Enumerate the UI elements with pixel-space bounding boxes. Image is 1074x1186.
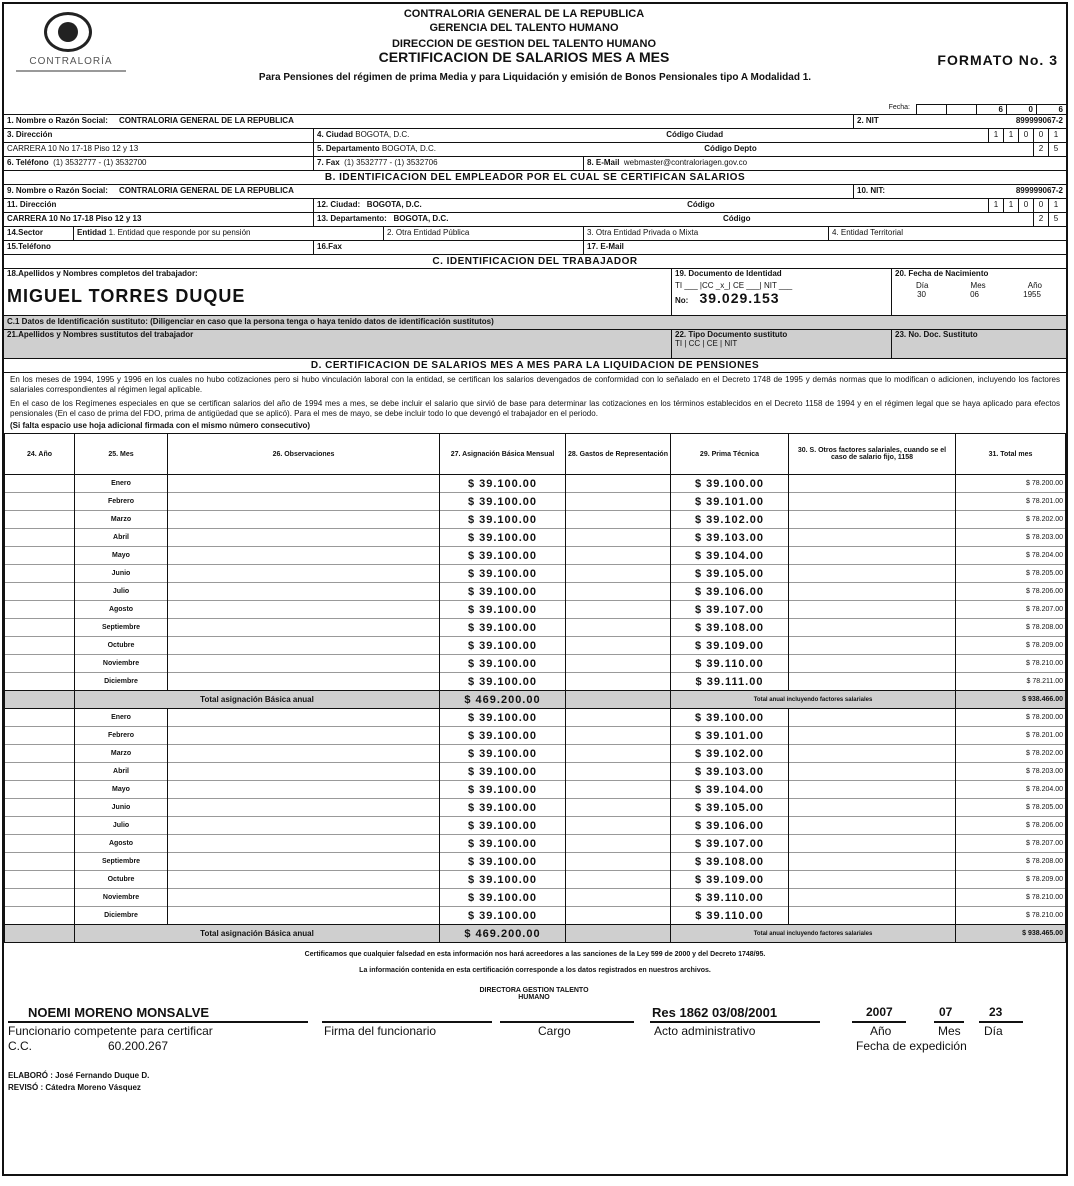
row-departamento: CARRERA 10 No 17-18 Piso 12 y 13 5. Departamento BOGOTA, D.C. Código Depto 2 5 — [4, 143, 1066, 157]
table-row: Abril $ 39.100.00 $ 39.103.00 $ 78.203.00 — [5, 763, 1066, 781]
fecha-dia: 23 — [989, 1005, 1003, 1019]
row-c1-title: C.1 Datos de Identificación sustituto: (Diligenciar en caso que la persona tenga o haya tenido datos de identificación sustitutos) — [4, 316, 1066, 330]
table-row: Agosto $ 39.100.00 $ 39.107.00 $ 78.207.00 — [5, 835, 1066, 853]
contraloria-logo: CONTRALORÍA — [12, 10, 130, 80]
row-b-depto: CARRERA 10 No 17-18 Piso 12 y 13 13. Departamento: BOGOTA, D.C. Código 2 5 — [4, 213, 1066, 227]
table-row: Febrero $ 39.100.00 $ 39.101.00 $ 78.201.00 — [5, 727, 1066, 745]
cargo-value: DIRECTORA GESTION TALENTO HUMANO — [479, 987, 589, 1001]
org-name: CONTRALORIA GENERAL DE LA REPUBLICA — [403, 8, 645, 20]
certificate-page — [2, 2, 1068, 1176]
section-b-title: B. IDENTIFICACION DEL EMPLEADOR POR EL CUAL SE CERTIFICAN SALARIOS — [4, 171, 1066, 185]
salary-table — [4, 433, 1066, 943]
form-title: CERTIFICACION DE SALARIOS MES A MES — [378, 49, 670, 65]
table-row: Agosto $ 39.100.00 $ 39.107.00 $ 78.207.00 — [5, 601, 1066, 619]
table-row: Diciembre $ 39.100.00 $ 39.110.00 $ 78.210.00 — [5, 907, 1066, 925]
table-row: Junio $ 39.100.00 $ 39.105.00 $ 78.205.00 — [5, 799, 1066, 817]
footer: Certificamos que cualquier falsedad en esta información nos hará acreedores a las sanciones de la Ley 599 de 2000 y del Decreto 1748/95. La información contenida en esta certificación corresponde a los datos registrados en nuestros archivos. DIRECTORA GESTION TALENTO HUMANO NOEMI MORENO MONSALVE Res 1862 03/08/2001 2007 07 23 Funcionario competente para certificar Firma del funcionario Cargo Acto administrativo Año Mes Día C.C. 60.200.267 Fecha de expedición ELABORÓ : José Fernando Duque D. REVISÓ : Cátedra Moreno Vásquez — [4, 947, 1066, 1107]
table-row: Noviembre $ 39.100.00 $ 39.110.00 $ 78.210.00 — [5, 889, 1066, 907]
row-razon-social: 1. Nombre o Razón Social: CONTRALORIA GENERAL DE LA REPUBLICA 2. NIT 899999067-2 — [4, 115, 1066, 129]
row-c-trabajador: 18.Apellidos y Nombres completos del trabajador: MIGUEL TORRES DUQUE 19. Documento de Identidad TI ___ |CC _x_| CE ___| NIT ___ No: 39.029.153 20. Fecha de Nacimiento Día Mes Año 30 06 1955 — [4, 269, 1066, 316]
worker-name: MIGUEL TORRES DUQUE — [7, 286, 246, 306]
row-b-ciudad: 11. Dirección 12. Ciudad: BOGOTA, D.C. Código 1 1 0 0 1 — [4, 199, 1066, 213]
table-row: Marzo $ 39.100.00 $ 39.102.00 $ 78.202.00 — [5, 511, 1066, 529]
table-row: Julio $ 39.100.00 $ 39.106.00 $ 78.206.00 — [5, 817, 1066, 835]
row-b-telefono: 15.Teléfono 16.Fax 17. E-Mail — [4, 241, 1066, 255]
table-row: Julio $ 39.100.00 $ 39.106.00 $ 78.206.00 — [5, 583, 1066, 601]
certification-text-1: Certificamos que cualquier falsedad en esta información nos hará acreedores a las sanciones de la Ley 599 de 2000 y del Decreto 1748/95. — [304, 951, 766, 958]
table-row: Abril $ 39.100.00 $ 39.103.00 $ 78.203.00 — [5, 529, 1066, 547]
table-row: Octubre $ 39.100.00 $ 39.109.00 $ 78.209.00 — [5, 637, 1066, 655]
gerencia: GERENCIA DEL TALENTO HUMANO — [429, 22, 619, 34]
table-row: Septiembre $ 39.100.00 $ 39.108.00 $ 78.208.00 — [5, 853, 1066, 871]
funcionario-name: NOEMI MORENO MONSALVE — [28, 1005, 210, 1020]
table-row: Octubre $ 39.100.00 $ 39.109.00 $ 78.209.00 — [5, 871, 1066, 889]
annual-total-row: Total asignación Básica anual $ 469.200.00 Total anual incluyendo factores salariales $ 938.466.00 — [5, 691, 1066, 709]
formato-number: FORMATO No. 3 — [937, 52, 1058, 68]
table-row: Mayo $ 39.100.00 $ 39.104.00 $ 78.204.00 — [5, 547, 1066, 565]
table-row: Mayo $ 39.100.00 $ 39.104.00 $ 78.204.00 — [5, 781, 1066, 799]
fecha-mes: 07 — [939, 1005, 953, 1019]
fecha-box: Fecha: 6 0 6 — [889, 104, 1066, 114]
annual-total-row: Total asignación Básica anual $ 469.200.00 Total anual incluyendo factores salariales $ 938.465.00 — [5, 925, 1066, 943]
table-row: Marzo $ 39.100.00 $ 39.102.00 $ 78.202.00 — [5, 745, 1066, 763]
table-header: 24. Año 25. Mes 26. Observaciones 27. Asignación Básica Mensual 28. Gastos de Representación 29. Prima Técnica 30. S. Otros factores salariales, cuando se el caso de salario fijo, 1158 31. Total mes — [5, 434, 1066, 475]
section-c-title: C. IDENTIFICACION DEL TRABAJADOR — [4, 255, 1066, 269]
direccion: DIRECCION DE GESTION DEL TALENTO HUMANO — [391, 38, 656, 50]
table-row: Septiembre $ 39.100.00 $ 39.108.00 $ 78.208.00 — [5, 619, 1066, 637]
acto-administrativo: Res 1862 03/08/2001 — [652, 1005, 778, 1020]
note: (Si falta espacio use hoja adicional firmada con el mismo número consecutivo) — [10, 421, 311, 430]
doc-number: 39.029.153 — [699, 290, 780, 306]
certification-text-2: La información contenida en esta certificación corresponde a los datos registrados en nuestros archivos. — [359, 967, 711, 974]
fecha-anio: 2007 — [866, 1005, 893, 1019]
table-row: Enero $ 39.100.00 $ 39.100.00 $ 78.200.00 — [5, 709, 1066, 727]
row-b-razon: 9. Nombre o Razón Social: CONTRALORIA GENERAL DE LA REPUBLICA 10. NIT: 899999067-2 — [4, 185, 1066, 199]
form-subtitle: Para Pensiones del régimen de prima Media y para Liquidación y emisión de Bonos Pensionales tipo A Modalidad 1. — [258, 72, 812, 83]
table-row: Diciembre $ 39.100.00 $ 39.111.00 $ 78.211.00 — [5, 673, 1066, 691]
table-row: Junio $ 39.100.00 $ 39.105.00 $ 78.205.00 — [5, 565, 1066, 583]
form-header — [4, 4, 1066, 115]
elaboro: ELABORÓ : José Fernando Duque D. — [8, 1071, 150, 1080]
reviso: REVISÓ : Cátedra Moreno Vásquez — [8, 1083, 141, 1092]
row-b-sector: 14.Sector Entidad 1. Entidad que responde por su pensión 2. Otra Entidad Pública 3. Otra Entidad Privada o Mixta 4. Entidad Territorial — [4, 227, 1066, 241]
section-d-title: D. CERTIFICACION DE SALARIOS MES A MES PARA LA LIQUIDACION DE PENSIONES — [4, 359, 1066, 373]
row-telefono: 6. Teléfono (1) 3532777 - (1) 3532700 7. Fax (1) 3532777 - (1) 3532706 8. E-Mail webmaster@contraloriagen.gov.co — [4, 157, 1066, 171]
table-row: Noviembre $ 39.100.00 $ 39.110.00 $ 78.210.00 — [5, 655, 1066, 673]
table-row: Febrero $ 39.100.00 $ 39.101.00 $ 78.201.00 — [5, 493, 1066, 511]
table-row: Enero $ 39.100.00 $ 39.100.00 $ 78.200.00 — [5, 475, 1066, 493]
row-ciudad: 3. Dirección 4. Ciudad BOGOTA, D.C. Código Ciudad 1 1 0 0 1 — [4, 129, 1066, 143]
paragraph-1: En los meses de 1994, 1995 y 1996 en los cuales no hubo cotizaciones pero si hubo vinculación laboral con la entidad, se certifican los salarios devengados de conformidad con lo señalado en el Decreto 1748 de 1995 y demás normas que lo modifican o adicionen, incluyendo los factores salariales correspondientes al régimen legal aplicable. — [10, 375, 1060, 394]
paragraph-2: En el caso de los Regímenes especiales en que se certifican salarios del año de 1994 mes a mes, se debe incluir el salario que sirvió de base para determinar las cotizaciones en los términos establecidos en el Decreto 1158 de 1994 y en el régimen legal que se haya aplicado para efectos pensionales (En el caso de prima del FDO, prima de antigüedad que se aplicó). Para el mes de mayo, se debe incluir todo lo que devengó el trabajador en el periodo. — [10, 399, 1060, 418]
row-c1-fields: 21.Apellidos y Nombres sustitutos del trabajador 22. Tipo Documento sustituto TI | CC | CE | NIT 23. No. Doc. Sustituto — [4, 330, 1066, 359]
